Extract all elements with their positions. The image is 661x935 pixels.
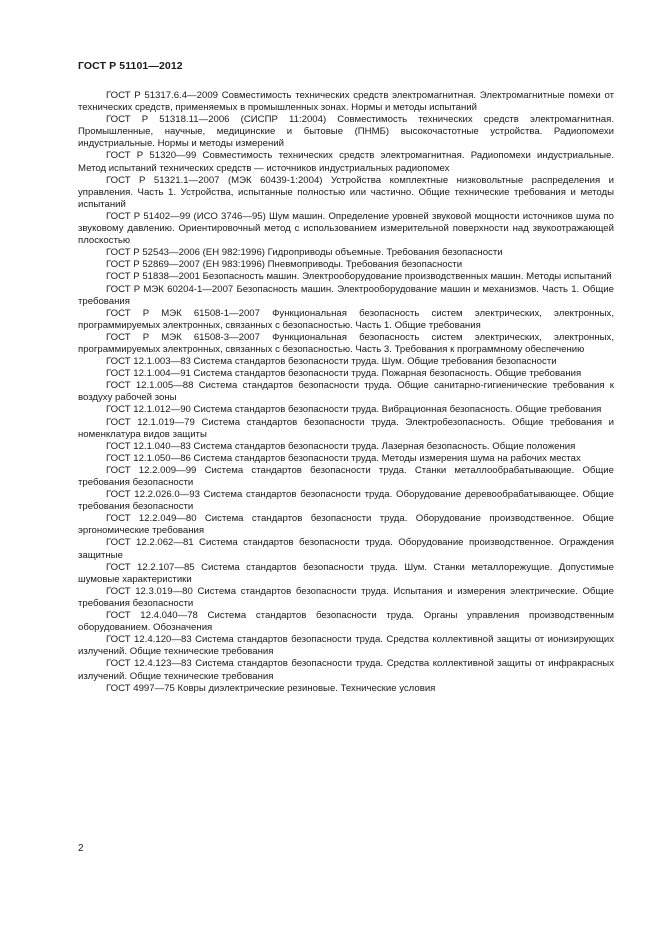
page-number: 2: [78, 843, 84, 854]
reference-item: ГОСТ Р МЭК 61508-3—2007 Функциональная безопасность систем электрических, электронных, программируемых электронных, связанных с безопасностью. Часть 3. Требования к программному обеспечению: [78, 331, 614, 355]
reference-item: ГОСТ 12.2.107—85 Система стандартов безопасности труда. Шум. Станки металлорежущие. Допустимые шумовые характеристики: [78, 561, 614, 585]
reference-item: ГОСТ Р 52869—2007 (ЕН 983:1996) Пневмоприводы. Требования безопасности: [106, 259, 463, 271]
document-header: ГОСТ Р 51101—2012: [78, 60, 183, 72]
reference-item: ГОСТ 12.3.019—80 Система стандартов безопасности труда. Испытания и измерения электрические. Общие требования безопасности: [78, 585, 614, 609]
reference-item: ГОСТ 12.2.026.0—93 Система стандартов безопасности труда. Оборудование деревообрабатывающее. Общие требования безопасности: [78, 489, 614, 513]
reference-item: ГОСТ 12.2.009—99 Система стандартов безопасности труда. Станки металлообрабатывающие. Общие требования безопасности: [78, 464, 614, 488]
reference-item: ГОСТ 4997—75 Ковры диэлектрические резиновые. Технические условия: [106, 682, 436, 694]
reference-item: ГОСТ 12.1.019—79 Система стандартов безопасности труда. Электробезопасность. Общие требования и номенклатура видов защиты: [78, 416, 614, 440]
reference-item: ГОСТ 12.1.005—88 Система стандартов безопасности труда. Общие санитарно-гигиенические требования к воздуху рабочей зоны: [78, 380, 614, 404]
reference-item: ГОСТ 12.1.040—83 Система стандартов безопасности труда. Лазерная безопасность. Общие положения: [106, 440, 576, 452]
reference-item: ГОСТ 12.2.049—80 Система стандартов безопасности труда. Оборудование производственное. Общие эргономические требования: [78, 513, 614, 537]
reference-item: ГОСТ 12.4.120—83 Система стандартов безопасности труда. Средства коллективной защиты от ионизирующих излучений. Общие технические требования: [78, 634, 614, 658]
reference-item: ГОСТ Р 51402—99 (ИСО 3746—95) Шум машин. Определение уровней звуковой мощности источников шума по звуковому давлению. Ориентировочный метод с использованием измерительной поверхности над звукоотражающей плоскостью: [78, 210, 614, 247]
reference-item: ГОСТ Р 52543—2006 (ЕН 982:1996) Гидроприводы объемные. Требования безопасности: [106, 247, 503, 259]
reference-item: ГОСТ 12.1.004—91 Система стандартов безопасности труда. Пожарная безопасность. Общие требования: [106, 368, 582, 380]
reference-item: ГОСТ Р МЭК 60204-1—2007 Безопасность машин. Электрооборудование машин и механизмов. Часть 1. Общие требования: [78, 283, 614, 307]
reference-item: ГОСТ Р 51320—99 Совместимость технических средств электромагнитная. Радиопомехи индустриальные. Метод испытаний технических средств — источников индустриальных радиопомех: [78, 150, 614, 174]
reference-item: ГОСТ Р 51321.1—2007 (МЭК 60439-1:2004) Устройства комплектные низковольтные распределения и управления. Часть 1. Устройства, испытанные полностью или частично. Общие технические требования и методы испытаний: [78, 174, 614, 210]
reference-item: ГОСТ 12.1.003—83 Система стандартов безопасности труда. Шум. Общие требования безопасности: [106, 356, 557, 368]
normative-references-list: [78, 90, 614, 695]
reference-item: ГОСТ Р 51838—2001 Безопасность машин. Электрооборудование производственных машин. Методы испытаний: [106, 271, 612, 283]
reference-item: ГОСТ 12.1.012—90 Система стандартов безопасности труда. Вибрационная безопасность. Общие требования: [106, 404, 602, 416]
reference-item: ГОСТ Р МЭК 61508-1—2007 Функциональная безопасность систем электрических, электронных, программируемых электронных, связанных с безопасностью. Часть 1. Общие требования: [78, 307, 614, 331]
reference-item: ГОСТ Р 51318.11—2006 (СИСПР 11:2004) Совместимость технических средств электромагнитная. Промышленные, научные, медицинские и бытовые (ПНМБ) высокочастотные устройства. Радиопомехи индустриальные. Нормы и методы измерений: [78, 114, 614, 150]
reference-item: ГОСТ Р 51317.6.4—2009 Совместимость технических средств электромагнитная. Электромагнитные помехи от технических средств, применяемых в промышленных зонах. Нормы и методы испытаний: [78, 90, 614, 114]
reference-item: ГОСТ 12.4.123—83 Система стандартов безопасности труда. Средства коллективной защиты от инфракрасных излучений. Общие технические требования: [78, 658, 614, 682]
reference-item: ГОСТ 12.1.050—86 Система стандартов безопасности труда. Методы измерения шума на рабочих местах: [106, 452, 581, 464]
reference-item: ГОСТ 12.2.062—81 Система стандартов безопасности труда. Оборудование производственное. Ограждения защитные: [78, 537, 614, 561]
reference-item: ГОСТ 12.4.040—78 Система стандартов безопасности труда. Органы управления производственным оборудованием. Обозначения: [78, 610, 614, 634]
